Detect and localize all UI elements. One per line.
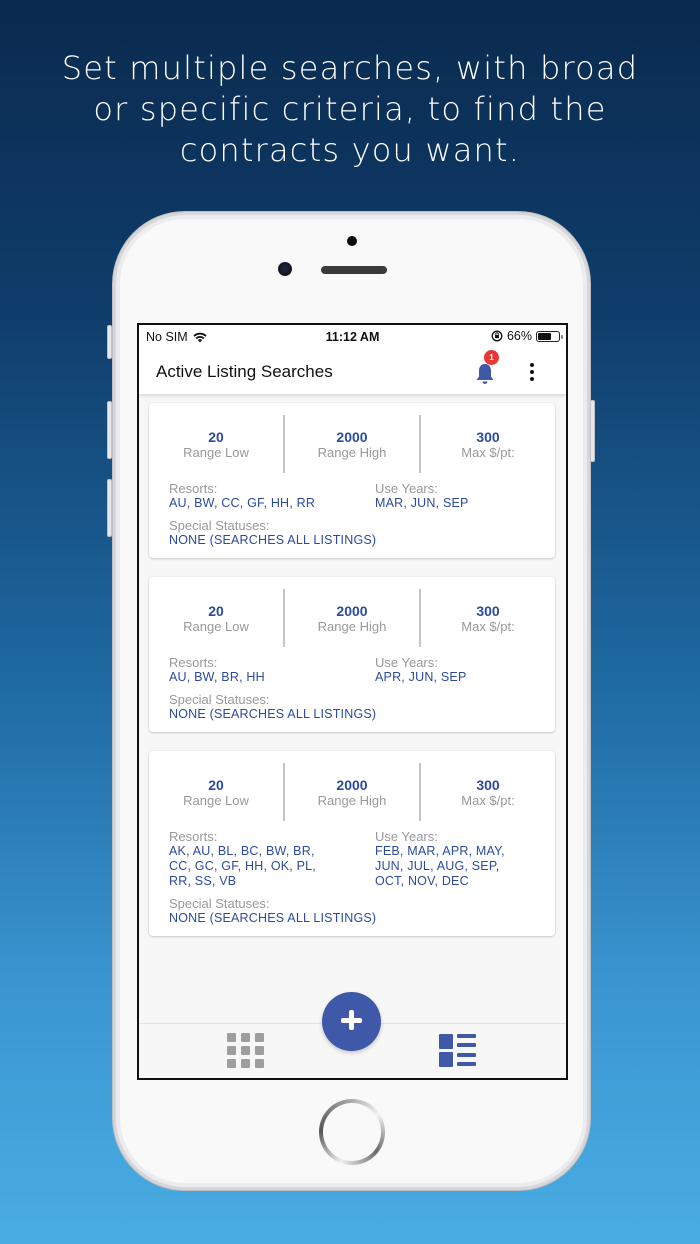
orientation-lock-icon [491,330,503,342]
special-statuses-label: Special Statuses: [169,896,270,911]
special-statuses-value: NONE (SEARCHES ALL LISTINGS) [169,533,377,547]
range-low-label: Range Low [183,793,249,808]
notification-badge: 1 [484,350,499,365]
use-years-value-line: OCT, NOV, DEC [375,874,469,888]
resorts-value-line: AK, AU, BL, BC, BW, BR, [169,844,315,858]
range-high-stat [283,415,419,473]
wifi-icon [193,332,207,343]
mute-switch [107,325,112,359]
use-years-label: Use Years: [375,481,438,496]
resorts-value: AU, BW, BR, HH [169,670,265,684]
resorts-label: Resorts: [169,655,218,670]
status-time: 11:12 AM [325,330,380,344]
grid-icon[interactable] [227,1033,265,1069]
range-low-label: Range Low [183,445,249,460]
search-stats [149,763,555,821]
phone-screen [137,323,568,1080]
list-icon[interactable] [439,1034,476,1067]
use-years-label: Use Years: [375,829,438,844]
range-high-label: Range High [317,793,387,808]
range-high-stat [283,589,419,647]
use-years-value-line: FEB, MAR, APR, MAY, [375,844,505,858]
range-low-value: 20 [208,777,224,793]
add-search-button[interactable] [322,992,381,1051]
use-years-value-line: JUN, JUL, AUG, SEP, [375,859,500,873]
headline-line: contracts you want. [179,131,521,169]
range-high-value: 2000 [336,777,368,793]
max-price-stat [419,415,555,473]
promo-headline [0,48,700,171]
volume-down-button [107,479,112,537]
range-low-stat [149,589,283,647]
battery-percent: 66% [506,329,532,343]
power-button [590,400,595,462]
more-options-icon[interactable] [527,362,537,384]
range-high-stat [283,763,419,821]
max-price-label: Max $/pt: [461,793,515,808]
search-card[interactable] [149,577,555,732]
headline-line: or specific criteria, to find the [93,90,607,128]
max-price-stat [419,763,555,821]
home-button[interactable] [319,1099,385,1165]
max-price-stat [419,589,555,647]
app-bar [139,349,566,394]
resorts-label: Resorts: [169,481,218,496]
range-high-label: Range High [317,619,387,634]
range-high-label: Range High [317,445,387,460]
use-years-value: APR, JUN, SEP [375,670,467,684]
max-price-label: Max $/pt: [461,619,515,634]
front-camera [278,262,292,276]
max-price-label: Max $/pt: [461,445,515,460]
search-list [149,403,555,955]
proximity-sensor [347,236,357,246]
special-statuses-value: NONE (SEARCHES ALL LISTINGS) [169,911,377,925]
range-high-value: 2000 [336,429,368,445]
use-years-label: Use Years: [375,655,438,670]
max-price-value: 300 [476,603,500,619]
range-low-stat [149,415,283,473]
range-low-value: 20 [208,429,224,445]
search-stats [149,415,555,473]
max-price-value: 300 [476,777,500,793]
resorts-value-line: CC, GC, GF, HH, OK, PL, [169,859,316,873]
status-bar [139,325,566,349]
search-stats [149,589,555,647]
range-low-stat [149,763,283,821]
special-statuses-label: Special Statuses: [169,692,270,707]
page-title: Active Listing Searches [156,362,333,381]
max-price-value: 300 [476,429,500,445]
search-card[interactable] [149,751,555,936]
volume-up-button [107,401,112,459]
resorts-label: Resorts: [169,829,218,844]
special-statuses-label: Special Statuses: [169,518,270,533]
notification-bell-icon[interactable] [473,361,497,387]
earpiece-speaker [321,266,387,274]
battery-icon [536,331,560,342]
range-high-value: 2000 [336,603,368,619]
range-low-label: Range Low [183,619,249,634]
carrier-label: No SIM [146,330,188,344]
use-years-value: MAR, JUN, SEP [375,496,469,510]
resorts-value-line: RR, SS, VB [169,874,237,888]
headline-line: Set multiple searches, with broad [61,49,639,87]
range-low-value: 20 [208,603,224,619]
special-statuses-value: NONE (SEARCHES ALL LISTINGS) [169,707,377,721]
search-card[interactable] [149,403,555,558]
resorts-value: AU, BW, CC, GF, HH, RR [169,496,316,510]
